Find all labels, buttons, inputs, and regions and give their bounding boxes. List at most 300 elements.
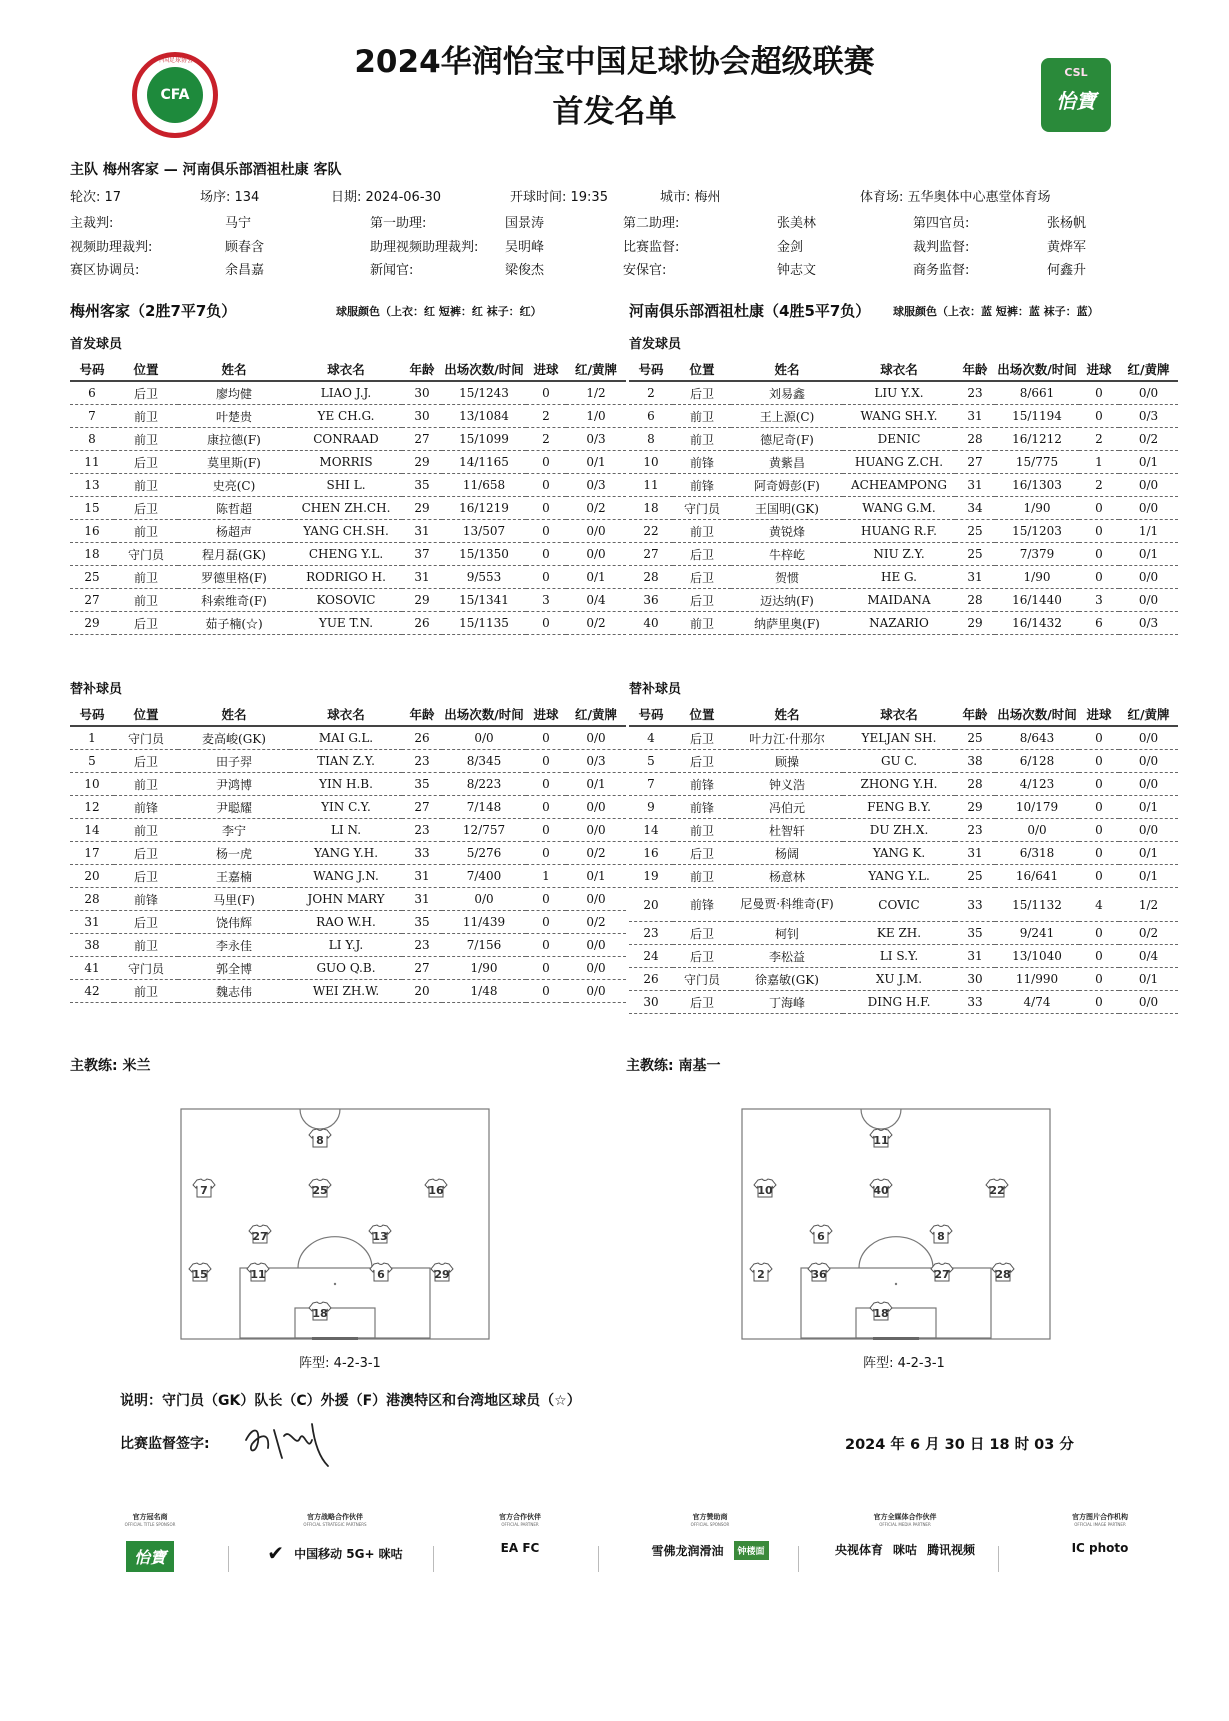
player-name: 莫里斯(F) — [178, 451, 290, 474]
player-name: 王上源(C) — [731, 405, 843, 428]
player-cards: 1/1 — [1119, 520, 1178, 543]
player-shirt-name: YUE T.N. — [290, 612, 402, 635]
jersey-number: 28 — [995, 1268, 1011, 1281]
player-shirt-name: TIAN Z.Y. — [290, 750, 402, 773]
player-age: 30 — [402, 381, 442, 405]
player-appearances: 0/0 — [442, 888, 526, 911]
player-row — [629, 612, 1178, 635]
player-appearances: 6/128 — [995, 750, 1079, 773]
player-number: 30 — [629, 991, 673, 1014]
player-name: 牛梓屹 — [731, 543, 843, 566]
player-position: 前锋 — [114, 888, 178, 911]
player-appearances: 15/1203 — [995, 520, 1079, 543]
match-round: 轮次: 17 — [70, 190, 122, 205]
player-appearances: 11/990 — [995, 968, 1079, 991]
player-number: 11 — [70, 451, 114, 474]
sponsor-category-en: OFFICIAL SPONSOR — [690, 1522, 730, 1527]
player-appearances: 15/1132 — [995, 888, 1079, 922]
player-number: 22 — [629, 520, 673, 543]
player-position: 后卫 — [673, 726, 731, 750]
player-name: 冯伯元 — [731, 796, 843, 819]
player-cards: 0/3 — [1119, 405, 1178, 428]
sponsor-category-en: OFFICIAL PARTNER — [501, 1522, 539, 1527]
player-name: 茹子楠(☆) — [178, 612, 290, 635]
player-appearances: 0/0 — [442, 726, 526, 750]
player-shirt-name: ZHONG Y.H. — [843, 773, 955, 796]
player-age: 31 — [955, 474, 995, 497]
player-number: 16 — [70, 520, 114, 543]
player-row — [70, 819, 626, 842]
player-goals: 0 — [526, 796, 566, 819]
player-number: 13 — [70, 474, 114, 497]
column-header: 年龄 — [402, 703, 442, 726]
player-goals: 0 — [1079, 566, 1119, 589]
column-header: 进球 — [1079, 358, 1119, 381]
player-appearances: 15/1194 — [995, 405, 1079, 428]
player-row — [629, 520, 1178, 543]
player-goals: 0 — [526, 957, 566, 980]
player-number: 28 — [629, 566, 673, 589]
player-age: 33 — [955, 991, 995, 1014]
player-cards: 0/1 — [1119, 796, 1178, 819]
sponsor-logo: 咪咕 — [892, 1543, 917, 1557]
player-row — [70, 865, 626, 888]
player-cards: 0/3 — [566, 428, 626, 451]
column-header: 姓名 — [178, 703, 290, 726]
player-appearances: 16/1303 — [995, 474, 1079, 497]
player-age: 27 — [955, 451, 995, 474]
player-cards: 1/2 — [566, 381, 626, 405]
player-row — [70, 934, 626, 957]
player-goals: 2 — [1079, 428, 1119, 451]
player-goals: 0 — [526, 934, 566, 957]
player-goals: 0 — [1079, 922, 1119, 945]
player-cards: 0/0 — [566, 934, 626, 957]
match-date: 日期: 2024-06-30 — [331, 190, 442, 205]
player-age: 31 — [955, 842, 995, 865]
sponsor-logo: EA FC — [500, 1541, 540, 1555]
match-kickoff: 开球时间: 19:35 — [510, 190, 608, 205]
player-position: 前卫 — [673, 612, 731, 635]
player-goals: 0 — [526, 520, 566, 543]
player-row — [70, 543, 626, 566]
player-shirt-name: HE G. — [843, 566, 955, 589]
official-name: 梁俊杰 — [505, 263, 545, 278]
jersey-number: 18 — [312, 1307, 328, 1320]
player-cards: 0/2 — [566, 497, 626, 520]
player-name: 尹聪耀 — [178, 796, 290, 819]
away-coach: 主教练: 南基一 — [626, 1058, 721, 1074]
player-position: 前卫 — [673, 865, 731, 888]
table-header-row — [70, 703, 626, 726]
player-shirt-name: XU J.M. — [843, 968, 955, 991]
player-goals: 1 — [526, 865, 566, 888]
player-row — [629, 405, 1178, 428]
player-position: 后卫 — [673, 842, 731, 865]
player-number: 27 — [629, 543, 673, 566]
player-goals: 0 — [1079, 773, 1119, 796]
player-cards: 0/0 — [1119, 474, 1178, 497]
player-cards: 0/2 — [566, 612, 626, 635]
player-number: 29 — [70, 612, 114, 635]
player-cards: 0/1 — [1119, 842, 1178, 865]
player-position: 前卫 — [114, 934, 178, 957]
player-row — [70, 726, 626, 750]
column-header: 位置 — [114, 358, 178, 381]
player-number: 8 — [70, 428, 114, 451]
player-cards: 1/0 — [566, 405, 626, 428]
player-row — [629, 726, 1178, 750]
player-goals: 2 — [1079, 474, 1119, 497]
match-city: 城市: 梅州 — [660, 190, 721, 205]
player-appearances: 13/1084 — [442, 405, 526, 428]
official-name: 何鑫升 — [1047, 263, 1087, 278]
sponsor-category: 官方赞助商 — [692, 1513, 728, 1521]
player-row — [629, 945, 1178, 968]
player-goals: 0 — [1079, 945, 1119, 968]
player-position: 前卫 — [673, 428, 731, 451]
player-position: 前卫 — [114, 520, 178, 543]
player-name: 德尼奇(F) — [731, 428, 843, 451]
player-number: 9 — [629, 796, 673, 819]
player-appearances: 15/1350 — [442, 543, 526, 566]
player-goals: 0 — [1079, 405, 1119, 428]
player-appearances: 13/507 — [442, 520, 526, 543]
player-row — [70, 957, 626, 980]
player-age: 35 — [955, 922, 995, 945]
player-age: 27 — [402, 796, 442, 819]
player-shirt-name: FENG B.Y. — [843, 796, 955, 819]
player-number: 10 — [70, 773, 114, 796]
official-name: 张美林 — [777, 216, 817, 231]
player-position: 后卫 — [673, 381, 731, 405]
player-position: 前卫 — [114, 566, 178, 589]
column-header: 进球 — [526, 358, 566, 381]
player-position: 前卫 — [673, 819, 731, 842]
signature-label: 比赛监督签字: — [120, 1436, 210, 1452]
player-goals: 0 — [526, 566, 566, 589]
sponsor-logo: ✔ — [267, 1541, 285, 1565]
player-row — [70, 911, 626, 934]
player-shirt-name: YANG Y.H. — [290, 842, 402, 865]
player-number: 10 — [629, 451, 673, 474]
player-position: 前锋 — [673, 474, 731, 497]
home-team-name: 梅州客家（2胜7平7负） — [70, 302, 237, 320]
player-age: 29 — [402, 497, 442, 520]
official-name: 吴明峰 — [505, 240, 545, 255]
player-position: 后卫 — [673, 566, 731, 589]
sponsor-category: 官方图片合作机构 — [1072, 1513, 1128, 1521]
column-header: 出场次数/时间 — [995, 703, 1079, 726]
player-name: 史亮(C) — [178, 474, 290, 497]
player-shirt-name: RODRIGO H. — [290, 566, 402, 589]
jersey-number: 25 — [312, 1184, 328, 1197]
jersey-number: 15 — [192, 1268, 208, 1281]
player-shirt-name: GUO Q.B. — [290, 957, 402, 980]
player-name: 丁海峰 — [731, 991, 843, 1014]
jersey-number: 10 — [757, 1184, 773, 1197]
player-position: 守门员 — [114, 543, 178, 566]
column-header: 球衣名 — [843, 358, 955, 381]
column-header: 姓名 — [731, 703, 843, 726]
player-position: 后卫 — [673, 750, 731, 773]
player-cards: 0/4 — [1119, 945, 1178, 968]
player-goals: 0 — [526, 980, 566, 1003]
player-appearances: 8/345 — [442, 750, 526, 773]
player-number: 40 — [629, 612, 673, 635]
player-cards: 0/3 — [566, 474, 626, 497]
player-appearances: 16/641 — [995, 865, 1079, 888]
player-appearances: 4/123 — [995, 773, 1079, 796]
player-appearances: 16/1432 — [995, 612, 1079, 635]
player-number: 41 — [70, 957, 114, 980]
goal — [873, 1337, 919, 1340]
player-name: 杨超声 — [178, 520, 290, 543]
away-subs-label: 替补球员 — [629, 682, 682, 697]
sponsor-divider — [598, 1546, 599, 1572]
player-appearances: 9/553 — [442, 566, 526, 589]
player-age: 29 — [955, 612, 995, 635]
player-name: 魏志伟 — [178, 980, 290, 1003]
jersey-number: 11 — [873, 1134, 889, 1147]
sponsor-logos — [1030, 1541, 1170, 1555]
player-number: 7 — [629, 773, 673, 796]
sponsor-group — [1030, 1512, 1170, 1555]
player-goals: 0 — [1079, 865, 1119, 888]
player-cards: 0/0 — [1119, 750, 1178, 773]
player-position: 前卫 — [114, 474, 178, 497]
player-row — [629, 842, 1178, 865]
player-row — [629, 922, 1178, 945]
player-name: 麦高峻(GK) — [178, 726, 290, 750]
player-row — [629, 566, 1178, 589]
sponsor-logos — [245, 1541, 425, 1565]
column-header: 年龄 — [955, 703, 995, 726]
player-appearances: 14/1165 — [442, 451, 526, 474]
player-age: 35 — [402, 773, 442, 796]
player-number: 24 — [629, 945, 673, 968]
player-name: 叶楚贵 — [178, 405, 290, 428]
sponsor-logo: 雪佛龙润滑油 — [651, 1544, 724, 1558]
player-row — [629, 888, 1178, 922]
home-formation-pitch — [180, 1108, 490, 1340]
column-header: 位置 — [673, 703, 731, 726]
player-appearances: 1/90 — [442, 957, 526, 980]
player-shirt-name: NIU Z.Y. — [843, 543, 955, 566]
jersey-number: 11 — [250, 1268, 266, 1281]
home-formation: 阵型: 4-2-3-1 — [299, 1356, 381, 1371]
sponsor-category: 官方冠名商 — [132, 1513, 168, 1521]
player-age: 29 — [402, 589, 442, 612]
player-age: 23 — [955, 381, 995, 405]
player-appearances: 0/0 — [995, 819, 1079, 842]
player-name: 徐嘉敏(GK) — [731, 968, 843, 991]
player-appearances: 6/318 — [995, 842, 1079, 865]
player-goals: 0 — [1079, 796, 1119, 819]
player-age: 25 — [955, 520, 995, 543]
player-row — [629, 773, 1178, 796]
away-starters-label: 首发球员 — [629, 337, 682, 352]
player-number: 17 — [70, 842, 114, 865]
player-row — [629, 750, 1178, 773]
player-number: 27 — [70, 589, 114, 612]
player-number: 19 — [629, 865, 673, 888]
player-shirt-name: YIN H.B. — [290, 773, 402, 796]
player-age: 37 — [402, 543, 442, 566]
player-goals: 0 — [526, 750, 566, 773]
player-goals: 0 — [526, 451, 566, 474]
player-age: 28 — [955, 773, 995, 796]
jersey-number: 22 — [989, 1184, 1005, 1197]
official-label: 赛区协调员: — [70, 263, 140, 278]
player-position: 前卫 — [114, 405, 178, 428]
player-name: 叶力江·什那尔 — [731, 726, 843, 750]
player-name: 康拉德(F) — [178, 428, 290, 451]
player-age: 31 — [955, 945, 995, 968]
player-appearances: 15/1243 — [442, 381, 526, 405]
player-name: 尹鸿博 — [178, 773, 290, 796]
player-appearances: 13/1040 — [995, 945, 1079, 968]
player-name: 罗德里格(F) — [178, 566, 290, 589]
player-number: 20 — [629, 888, 673, 922]
player-age: 33 — [402, 842, 442, 865]
player-goals: 3 — [526, 589, 566, 612]
csl-logo-text: CSL — [1064, 66, 1088, 79]
player-row — [70, 888, 626, 911]
player-goals: 0 — [526, 842, 566, 865]
player-shirt-name: CHEN ZH.CH. — [290, 497, 402, 520]
player-position: 守门员 — [673, 968, 731, 991]
match-stadium: 体育场: 五华奥体中心惠堂体育场 — [860, 190, 1051, 205]
player-shirt-name: KOSOVIC — [290, 589, 402, 612]
player-age: 31 — [402, 865, 442, 888]
player-cards: 0/1 — [566, 451, 626, 474]
player-age: 28 — [955, 428, 995, 451]
player-number: 6 — [629, 405, 673, 428]
player-name: 李宁 — [178, 819, 290, 842]
player-cards: 0/0 — [566, 796, 626, 819]
player-row — [70, 520, 626, 543]
player-number: 4 — [629, 726, 673, 750]
player-cards: 0/1 — [1119, 543, 1178, 566]
player-cards: 0/1 — [566, 566, 626, 589]
player-cards: 0/3 — [1119, 612, 1178, 635]
player-goals: 0 — [526, 911, 566, 934]
sponsor-logo: 钟楼面 — [734, 1541, 769, 1560]
player-cards: 0/3 — [566, 750, 626, 773]
column-header: 位置 — [673, 358, 731, 381]
player-number: 16 — [629, 842, 673, 865]
player-goals: 6 — [1079, 612, 1119, 635]
player-goals: 0 — [526, 612, 566, 635]
sponsor-category-en: OFFICIAL STRATEGIC PARTNERS — [303, 1522, 367, 1527]
player-age: 23 — [402, 934, 442, 957]
player-shirt-name: KE ZH. — [843, 922, 955, 945]
player-shirt-name: NAZARIO — [843, 612, 955, 635]
sponsor-divider — [798, 1546, 799, 1572]
player-appearances: 8/223 — [442, 773, 526, 796]
player-position: 前卫 — [673, 520, 731, 543]
player-row — [70, 451, 626, 474]
player-cards: 1/2 — [1119, 888, 1178, 922]
player-number: 31 — [70, 911, 114, 934]
player-row — [70, 428, 626, 451]
sponsor-logo: 央视体育 — [834, 1543, 883, 1557]
official-name: 马宁 — [225, 216, 252, 231]
player-goals: 0 — [526, 497, 566, 520]
player-number: 6 — [70, 381, 114, 405]
sponsor-logos — [630, 1541, 790, 1560]
player-name: 李松益 — [731, 945, 843, 968]
player-cards: 0/0 — [1119, 726, 1178, 750]
player-name: 刘易鑫 — [731, 381, 843, 405]
player-number: 25 — [70, 566, 114, 589]
player-shirt-name: WANG G.M. — [843, 497, 955, 520]
official-label: 第四官员: — [913, 216, 970, 231]
player-shirt-name: DENIC — [843, 428, 955, 451]
official-label: 第一助理: — [370, 216, 427, 231]
player-row — [629, 451, 1178, 474]
player-cards: 0/4 — [566, 589, 626, 612]
player-number: 20 — [70, 865, 114, 888]
player-position: 前卫 — [114, 819, 178, 842]
player-age: 29 — [402, 451, 442, 474]
column-header: 号码 — [629, 703, 673, 726]
player-cards: 0/0 — [1119, 991, 1178, 1014]
player-cards: 0/0 — [566, 957, 626, 980]
official-label: 助理视频助理裁判: — [370, 240, 479, 255]
player-position: 后卫 — [673, 991, 731, 1014]
player-appearances: 7/400 — [442, 865, 526, 888]
official-label: 商务监督: — [913, 263, 970, 278]
player-age: 25 — [955, 865, 995, 888]
player-cards: 0/0 — [1119, 497, 1178, 520]
official-name: 国景涛 — [505, 216, 545, 231]
player-age: 33 — [955, 888, 995, 922]
player-position: 后卫 — [114, 381, 178, 405]
away-team-name: 河南俱乐部酒祖杜康（4胜5平7负） — [629, 302, 871, 320]
player-age: 28 — [955, 589, 995, 612]
player-appearances: 16/1219 — [442, 497, 526, 520]
player-name: 阿奇姆彭(F) — [731, 474, 843, 497]
player-name: 尼曼贾·科维奇(F) — [731, 888, 843, 922]
player-goals: 0 — [526, 888, 566, 911]
player-age: 27 — [402, 957, 442, 980]
official-label: 裁判监督: — [913, 240, 970, 255]
player-cards: 0/2 — [566, 911, 626, 934]
player-name: 杜智轩 — [731, 819, 843, 842]
player-row — [70, 405, 626, 428]
sponsor-category-en: OFFICIAL TITLE SPONSOR — [124, 1522, 176, 1527]
cfa-logo-text: CFA — [147, 67, 203, 123]
player-cards: 0/2 — [566, 842, 626, 865]
player-goals: 3 — [1079, 589, 1119, 612]
player-name: 钟义浩 — [731, 773, 843, 796]
sponsor-category: 官方战略合作伙伴 — [307, 1513, 363, 1521]
sponsor-logos — [450, 1541, 590, 1555]
player-appearances: 15/1135 — [442, 612, 526, 635]
player-shirt-name: DING H.F. — [843, 991, 955, 1014]
sponsor-category-en: OFFICIAL IMAGE PARTNER — [1074, 1522, 1126, 1527]
player-cards: 0/0 — [566, 888, 626, 911]
home-starters-label: 首发球员 — [70, 337, 123, 352]
sponsor-group — [630, 1512, 790, 1560]
column-header: 出场次数/时间 — [442, 358, 526, 381]
player-name: 程月磊(GK) — [178, 543, 290, 566]
player-row — [70, 589, 626, 612]
player-shirt-name: LI N. — [290, 819, 402, 842]
player-shirt-name: CONRAAD — [290, 428, 402, 451]
